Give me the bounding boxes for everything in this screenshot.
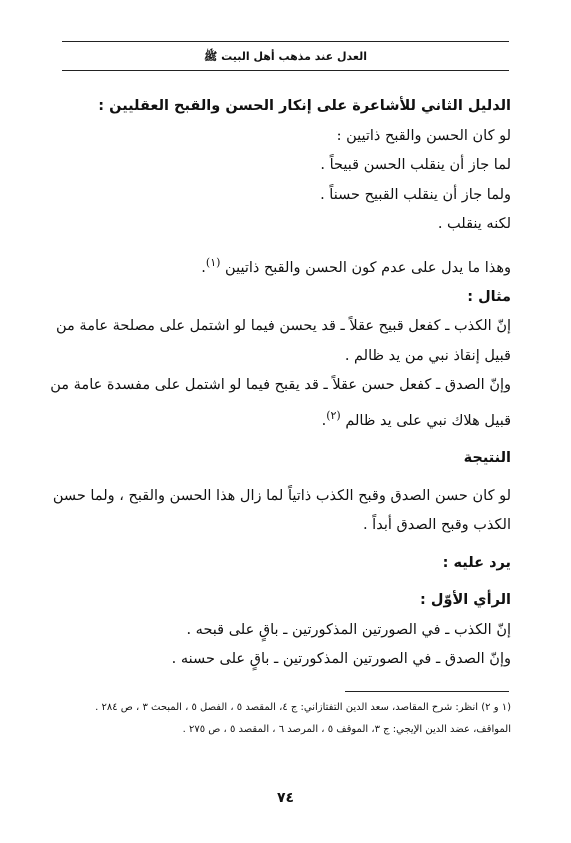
text-line: لو كان الحسن والقبح ذاتيين :: [336, 127, 511, 144]
text-line-with-footnote: [62, 401, 511, 436]
text-line: إنّ الكذب ـ كفعل قبيح عقلاً ـ قد يحسن فيما لو اشتمل على مصلحة عامة من: [56, 318, 511, 335]
text-line: ولما جاز أن ينقلب القبيح حسناً .: [320, 186, 511, 203]
page-number: ٧٤: [276, 790, 295, 806]
footnotes: [62, 697, 511, 741]
text-line: وإنّ الصدق ـ كفعل حسن عقلاً ـ قد يقبح فيما لو اشتمل على مفسدة عامة من: [50, 377, 511, 394]
text-line: لما جاز أن ينقلب الحسن قبيحاً .: [320, 157, 511, 173]
text-line-with-footnote: [62, 248, 511, 283]
text-line: لكنه ينقلب .: [437, 216, 511, 232]
example-heading: مثال :: [467, 288, 511, 305]
text-segment: قبيل هلاك نبي على يد ظالم: [345, 412, 511, 429]
footnote-line: المواقف، عضد الدين الإيجي: ج ٣، الموقف ٥ ، المرصد ٦ ، المقصد ٥ ، ص ٢٧٥ .: [182, 724, 511, 735]
text-line: لو كان حسن الصدق وقبح الكذب ذاتياً لما زال هذا الحسن والقبح ، ولما حسن: [52, 487, 511, 504]
footnote-marker: (١): [205, 255, 221, 269]
footnote-separator: [345, 691, 509, 692]
reply-heading: يرد عليه :: [442, 554, 511, 571]
first-opinion-heading: الرأي الأوّل :: [420, 592, 511, 609]
main-text: [50, 92, 511, 675]
footnote-line: (١ و ٢) انظر: شرح المقاصد، سعد الدين التفتازاني: ج ٤، المقصد ٥ ، الفصل ٥ ، المبحث ٣ ، ص ٢٨٤ .: [95, 702, 511, 713]
text-line: الكذب وقبح الصدق أبداً .: [362, 517, 511, 534]
text-segment: وهذا ما يدل على عدم كون الحسن والقبح ذاتيين: [225, 259, 511, 276]
text-line: قبيل إنقاذ نبي من يد ظالم .: [344, 347, 511, 364]
text-segment: .: [201, 259, 206, 276]
text-line: وإنّ الصدق ـ في الصورتين المذكورتين ـ باقٍ على حسنه .: [171, 651, 511, 668]
result-heading: النتيجة: [463, 450, 511, 467]
running-header: [62, 40, 509, 71]
header-title: العدل عند مذهب أهل البيت ﷺ: [204, 50, 367, 63]
text-line: إنّ الكذب ـ في الصورتين المذكورتين ـ باقٍ على قبحه .: [186, 621, 511, 638]
text-segment: .: [321, 412, 327, 429]
footnote-marker: (٢): [326, 408, 341, 422]
section-heading: الدليل الثاني للأشاعرة على إنكار الحسن والقبح العقليين :: [98, 98, 511, 114]
